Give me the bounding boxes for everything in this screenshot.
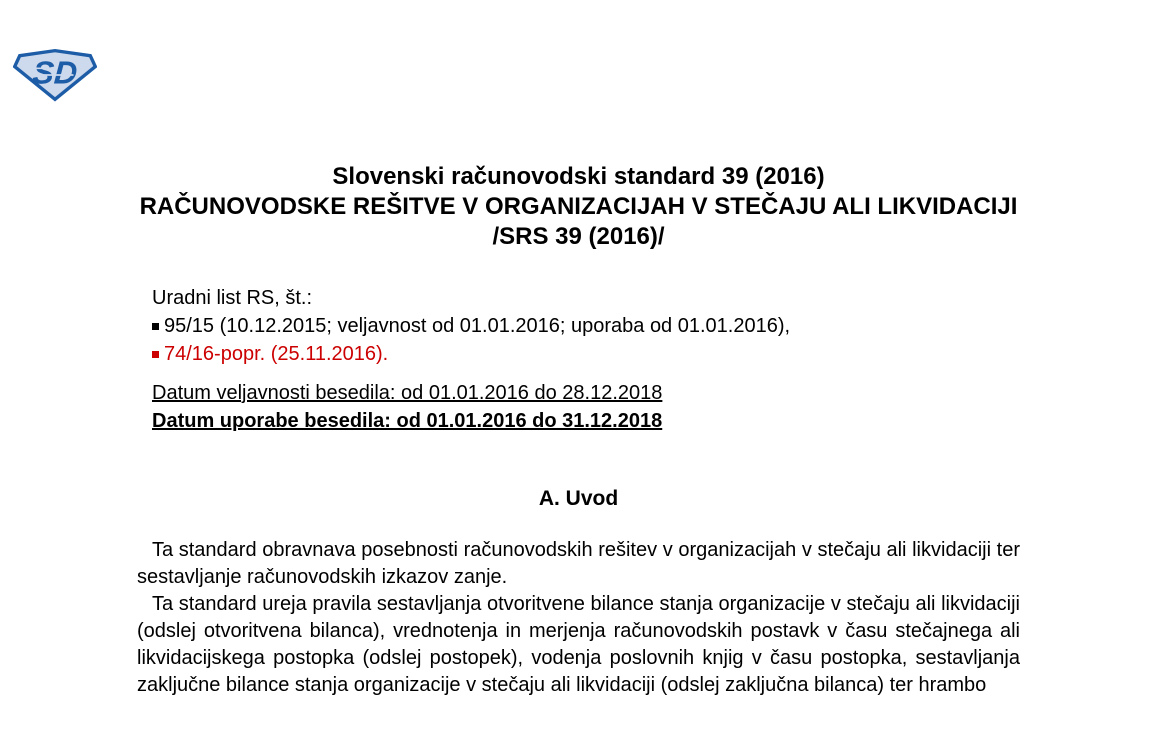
paragraph: Ta standard ureja pravila sestavljanja otvoritvene bilance stanja organizacije v stečaju ali likvidaciji (odslej otvoritvena bilanca), vrednotenja in merjenja računovodskih postavk v času stečajnega ali likvidacijskega postopka (odslej postopek), vodenja poslovnih knjig v času postopka, sestavljanja zaključne bilance stanja organizacije v stečaju ali likvidaciji (odslej zaključna bilanca) ter hrambo [137, 593, 1020, 696]
gazette-item [152, 312, 1020, 340]
validity-effective-dates: Datum veljavnosti besedila: od 01.01.2016 do 28.12.2018 [152, 382, 663, 404]
square-bullet-icon [152, 323, 159, 330]
section-a-heading: A. Uvod [538, 487, 619, 510]
gazette-heading: Uradni list RS, št.: [152, 287, 313, 309]
title-standard-number: Slovenski računovodski standard 39 (2016) [332, 163, 825, 190]
title-standard-name: RAČUNOVODSKE REŠITVE V ORGANIZACIJAH V STEČAJU ALI LIKVIDACIJI [139, 193, 1018, 220]
gazette-block [152, 284, 1020, 368]
square-bullet-icon [152, 351, 159, 358]
section-a-body [137, 537, 1020, 699]
gazette-item-text: 74/16-popr. (25.11.2016). [164, 343, 389, 365]
document-title [137, 0, 1020, 252]
gazette-item-text: 95/15 (10.12.2015; veljavnost od 01.01.2016; uporaba od 01.01.2016), [164, 315, 791, 337]
paragraph: Ta standard obravnava posebnosti računovodskih rešitev v organizacijah v stečaju ali likvidaciji ter sestavljanje računovodskih izkazov zanje. [137, 539, 1020, 588]
logo-letters: SD [31, 54, 79, 91]
validity-block [152, 379, 1020, 435]
gazette-item-amendment [152, 340, 1020, 368]
sd-diamond-logo-icon [13, 48, 97, 102]
validity-application-dates: Datum uporabe besedila: od 01.01.2016 do 31.12.2018 [152, 410, 663, 432]
title-srs-code: /SRS 39 (2016)/ [492, 223, 665, 250]
document-content [137, 0, 1020, 699]
